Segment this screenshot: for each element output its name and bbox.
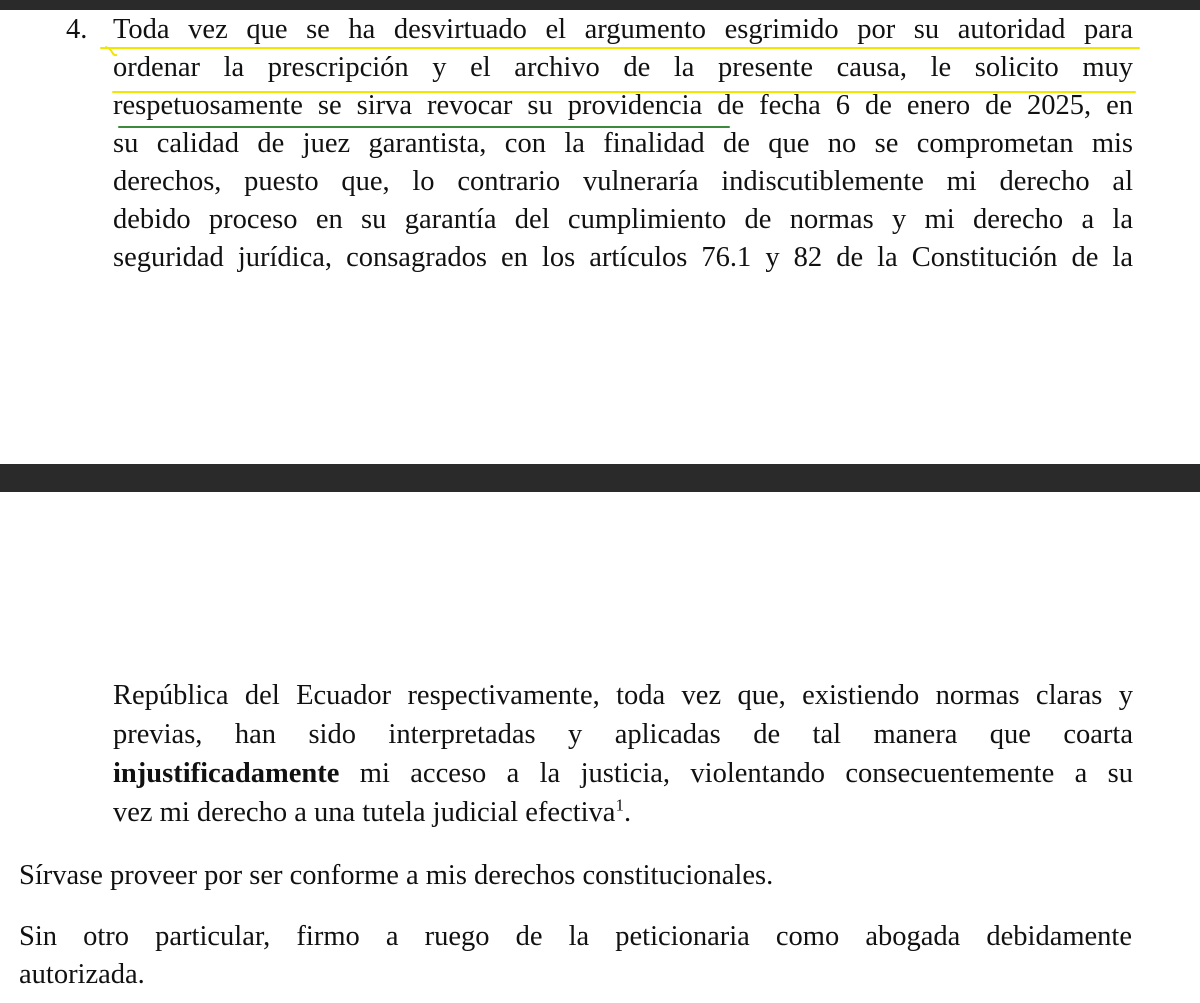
paragraph-line: ordenar la prescripción y el archivo de la presente causa, le solicito muy [113, 52, 1133, 83]
paragraph-line [113, 795, 631, 831]
bold-emphasis: injustificadamente [113, 758, 340, 789]
viewer-top-bar [0, 0, 1200, 10]
paragraph-line: República del Ecuador respectivamente, toda vez que, existiendo normas claras y [113, 680, 1133, 711]
paragraph-line: previas, han sido interpretadas y aplicadas de tal manera que coarta [113, 719, 1133, 750]
paragraph-line [113, 756, 1133, 792]
paragraph-line: su calidad de juez garantista, con la finalidad de que no se comprometan mis [113, 128, 1133, 159]
closing-request: Sírvase proveer por ser conforme a mis derechos constitucionales. [19, 860, 774, 891]
signature-line: autorizada. [19, 959, 145, 990]
footnote-reference[interactable]: 1 [615, 795, 624, 815]
line-text: mi acceso a la justicia, violentando consecuentemente a su [339, 758, 1133, 789]
item-number: 4. [66, 14, 88, 45]
document-page-1 [0, 10, 1200, 464]
paragraph-line: seguridad jurídica, consagrados en los artículos 76.1 y 82 de la Constitución de la [113, 242, 1133, 273]
signature-line: Sin otro particular, firmo a ruego de la peticionaria como abogada debidamente [19, 921, 1132, 952]
paragraph-line: Toda vez que se ha desvirtuado el argumento esgrimido por su autoridad para [113, 14, 1133, 45]
page-separator-bar [0, 464, 1200, 492]
paragraph-line: respetuosamente se sirva revocar su providencia de fecha 6 de enero de 2025, en [113, 90, 1133, 121]
line-end: . [623, 797, 632, 828]
paragraph-line: debido proceso en su garantía del cumplimiento de normas y mi derecho a la [113, 204, 1133, 235]
paragraph-line: derechos, puesto que, lo contrario vulneraría indiscutiblemente mi derecho al [113, 166, 1133, 197]
document-page-2 [0, 492, 1200, 1003]
line-text: vez mi derecho a una tutela judicial efectiva [113, 797, 616, 828]
